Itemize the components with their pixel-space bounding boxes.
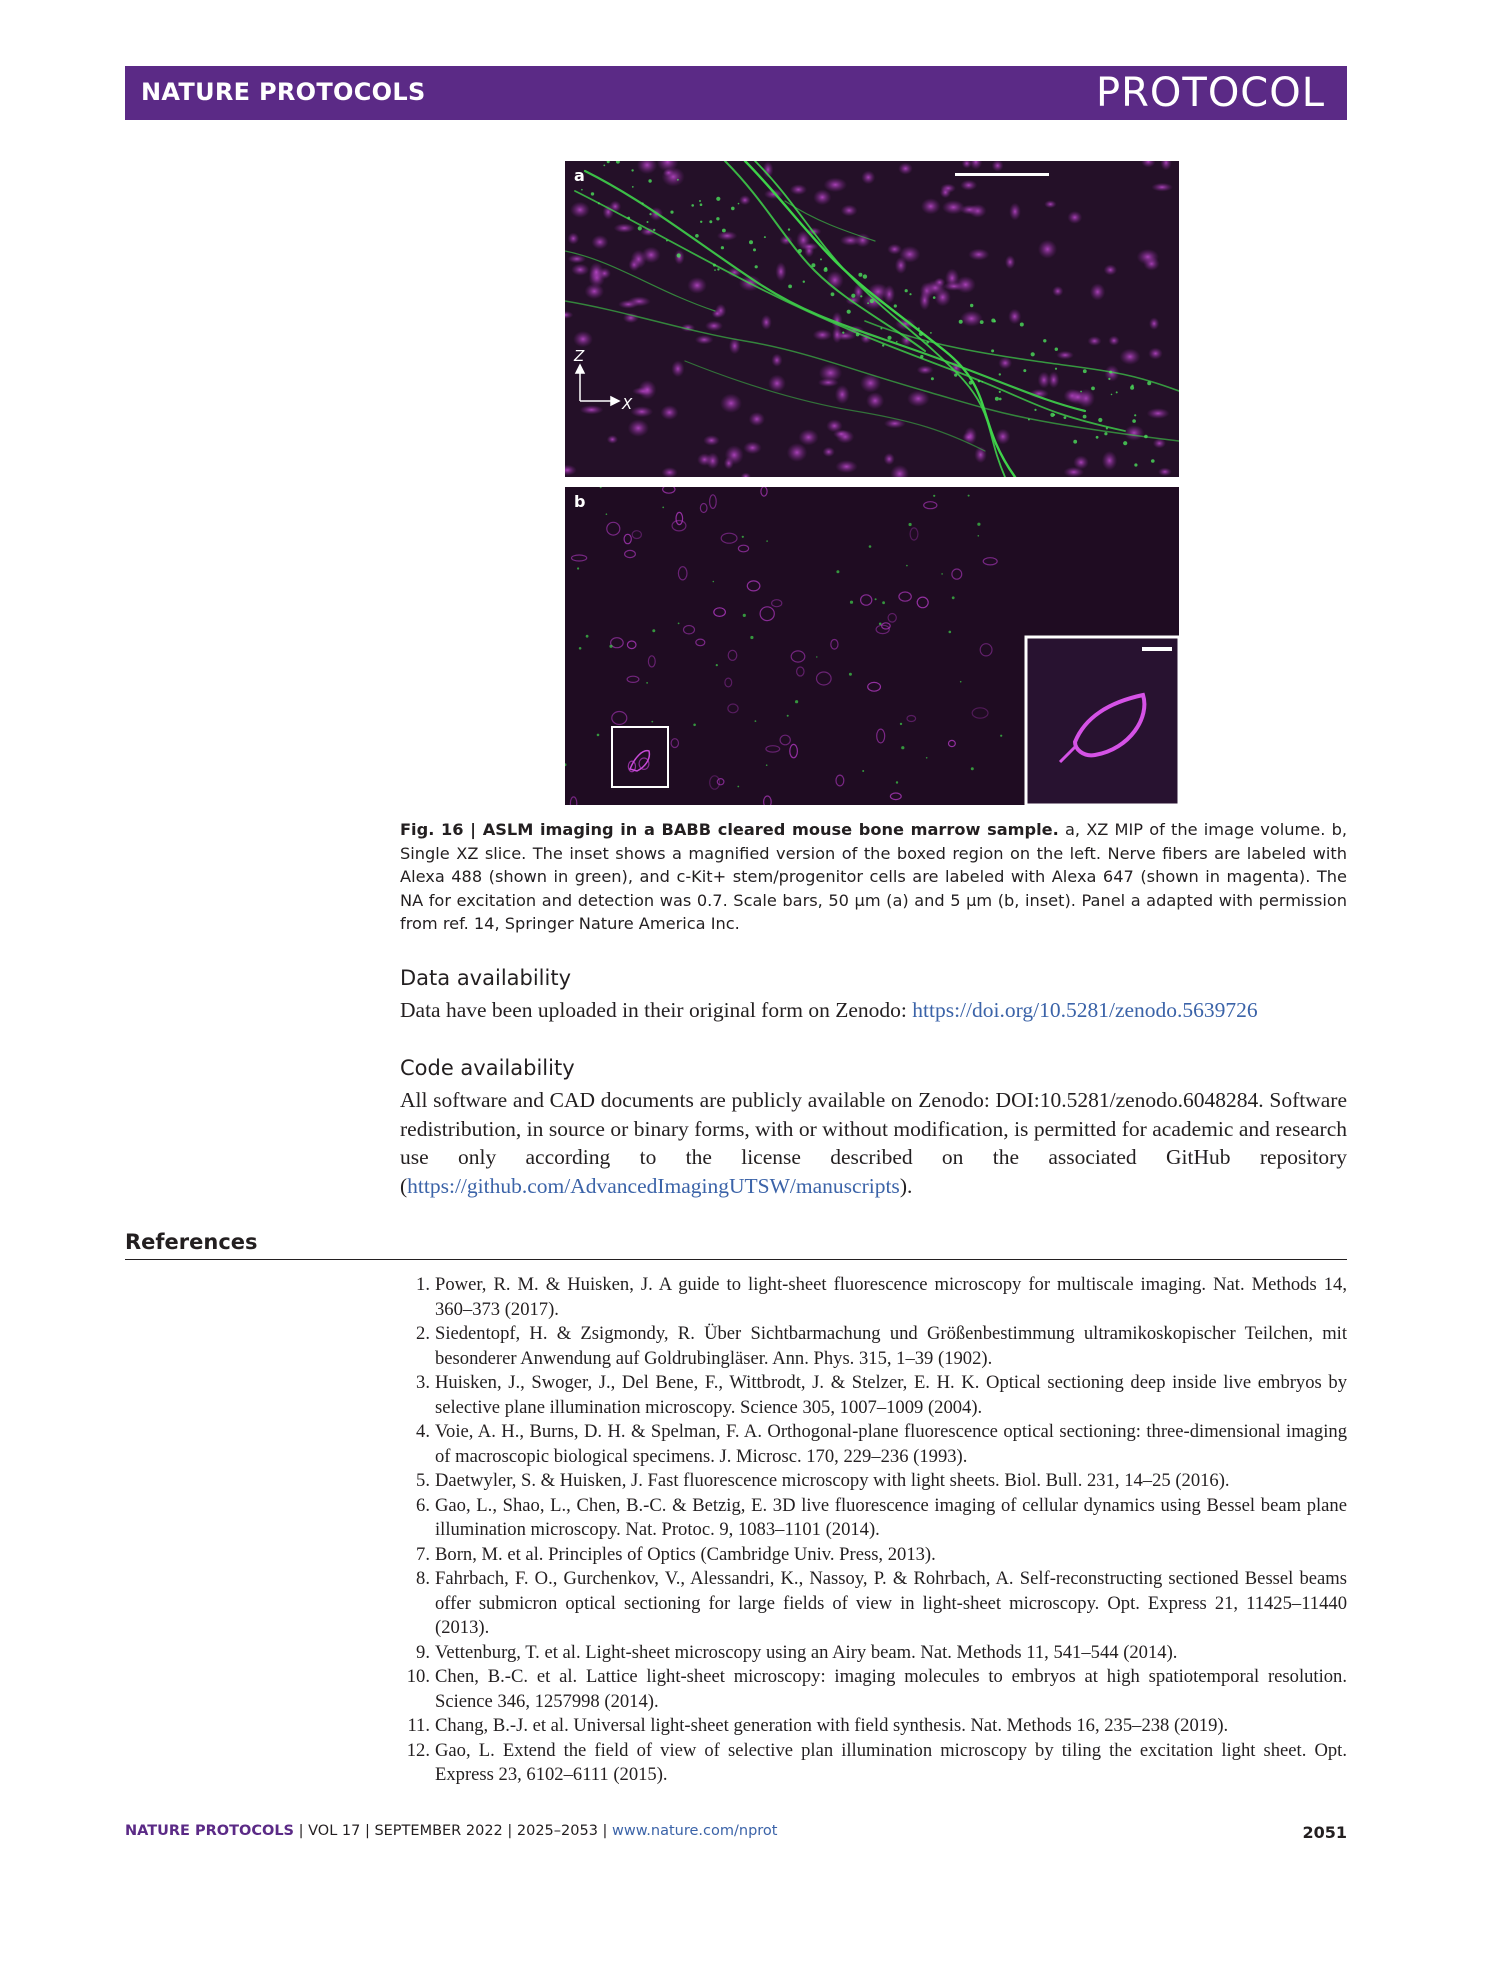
article-type: PROTOCOL bbox=[1095, 70, 1325, 116]
reference-item bbox=[400, 1739, 1347, 1788]
reference-number: 6. bbox=[416, 1494, 430, 1516]
panel-a-label: a bbox=[574, 166, 585, 185]
panel-b-micrograph bbox=[565, 487, 1179, 805]
reference-number: 12. bbox=[406, 1739, 430, 1761]
figure-caption bbox=[400, 818, 1347, 936]
reference-text: Voie, A. H., Burns, D. H. & Spelman, F. A. Orthogonal-plane fluorescence optical sectioning: three-dimensional imaging of macroscopic biological specimens. J. Microsc. 170, 229–236 (1993). bbox=[435, 1421, 1347, 1467]
reference-number: 7. bbox=[416, 1543, 430, 1565]
footer-details: | VOL 17 | SEPTEMBER 2022 | 2025–2053 | bbox=[294, 1823, 613, 1839]
reference-number: 11. bbox=[407, 1715, 430, 1736]
reference-number: 5. bbox=[416, 1470, 430, 1491]
reference-item bbox=[400, 1714, 1347, 1739]
reference-text: Power, R. M. & Huisken, J. A guide to light-sheet fluorescence microscopy for multiscale imaging. Nat. Methods 14, 360–373 (2017). bbox=[435, 1274, 1347, 1320]
github-link[interactable]: https://github.com/AdvancedImagingUTSW/manuscripts bbox=[407, 1173, 900, 1198]
journal-title: NATURE PROTOCOLS bbox=[141, 78, 426, 106]
reference-text: Daetwyler, S. & Huisken, J. Fast fluorescence microscopy with light sheets. Biol. Bull. 231, 14–25 (2016). bbox=[435, 1470, 1230, 1491]
zenodo-data-link[interactable]: https://doi.org/10.5281/zenodo.5639726 bbox=[912, 998, 1258, 1022]
reference-item bbox=[400, 1543, 1347, 1568]
reference-text: Gao, L., Shao, L., Chen, B.-C. & Betzig, E. 3D live fluorescence imaging of cellular dynamics using Bessel beam plane illumination microscopy. Nat. Protoc. 9, 1083–1101 (2014). bbox=[435, 1494, 1347, 1540]
reference-item bbox=[400, 1567, 1347, 1641]
reference-item bbox=[400, 1322, 1347, 1371]
code-availability-body: All software and CAD documents are publicly available on Zenodo: DOI:10.5281/zenodo.6048284. Software redistribution, in source or binary forms, with or without modification, is permitted for academic and research use only according to the license described on the associated GitHub repository ( bbox=[400, 1088, 1347, 1198]
reference-text: Chang, B.-J. et al. Universal light-sheet generation with field synthesis. Nat. Methods 16, 235–238 (2019). bbox=[435, 1715, 1229, 1736]
journal-header-bar bbox=[125, 66, 1347, 120]
reference-number: 10. bbox=[406, 1666, 430, 1687]
code-availability-tail: ). bbox=[899, 1173, 913, 1198]
caption-text: a, XZ MIP of the image volume. b, Single XZ slice. The inset shows a magnified version of the boxed region on the left. Nerve fibers are labeled with Alexa 488 (shown in green), and c-Kit+ stem/progenitor cells are labeled with Alexa 647 (shown in magenta). The NA for excitation and detection was 0.7. Scale bars, 50 µm (a) and 5 µm (b, inset). Panel a adapted with permission from ref. 14, Springer Nature America Inc. bbox=[400, 820, 1347, 933]
code-availability-text bbox=[400, 1086, 1347, 1200]
reference-number: 4. bbox=[416, 1421, 430, 1442]
axis-z-label: Z bbox=[574, 347, 585, 365]
reference-number: 2. bbox=[416, 1323, 430, 1344]
code-availability-heading: Code availability bbox=[400, 1056, 575, 1080]
reference-list bbox=[400, 1273, 1347, 1788]
footer-journal: NATURE PROTOCOLS bbox=[125, 1823, 295, 1839]
data-availability-body: Data have been uploaded in their original form on Zenodo: bbox=[400, 998, 913, 1022]
figure-panel-a bbox=[565, 161, 1179, 477]
reference-item bbox=[400, 1469, 1347, 1494]
panel-a-micrograph bbox=[565, 161, 1179, 477]
reference-number: 3. bbox=[416, 1372, 430, 1393]
reference-number: 1. bbox=[416, 1274, 430, 1295]
reference-text: Fahrbach, F. O., Gurchenkov, V., Alessandri, K., Nassoy, P. & Rohrbach, A. Self-reconstructing sectioned Bessel beams offer submicron optical sectioning for large fields of view in light-sheet microscopy. Opt. Express 21, 11425–11440 (2013). bbox=[435, 1568, 1347, 1638]
reference-text: Gao, L. Extend the field of view of selective plan illumination microscopy by tiling the excitation light sheet. Opt. Express 23, 6102–6111 (2015). bbox=[435, 1739, 1347, 1785]
reference-text: Chen, B.-C. et al. Lattice light-sheet microscopy: imaging molecules to embryos at high spatiotemporal resolution. Science 346, 1257998 (2014). bbox=[435, 1666, 1347, 1712]
scale-bar-a bbox=[955, 173, 1049, 176]
figure-panel-b bbox=[565, 487, 1179, 805]
reference-item bbox=[400, 1273, 1347, 1322]
reference-number: 9. bbox=[416, 1641, 430, 1663]
reference-text: Huisken, J., Swoger, J., Del Bene, F., Wittbrodt, J. & Stelzer, E. H. K. Optical sectioning deep inside live embryos by selective plane illumination microscopy. Science 305, 1007–1009 (2004). bbox=[435, 1372, 1347, 1418]
figure-16 bbox=[565, 161, 1179, 805]
footer-url[interactable]: www.nature.com/nprot bbox=[612, 1823, 778, 1839]
reference-item bbox=[400, 1494, 1347, 1543]
reference-item bbox=[400, 1420, 1347, 1469]
reference-item bbox=[400, 1641, 1347, 1666]
inset-panel bbox=[1026, 637, 1179, 805]
reference-text: Vettenburg, T. et al. Light-sheet microscopy using an Airy beam. Nat. Methods 11, 541–544 (2014). bbox=[435, 1641, 1178, 1663]
page-footer bbox=[125, 1823, 1347, 1842]
references-divider bbox=[125, 1259, 1347, 1260]
references-heading: References bbox=[125, 1230, 258, 1254]
scale-bar-inset bbox=[1142, 647, 1172, 651]
reference-item bbox=[400, 1371, 1347, 1420]
page-number: 2051 bbox=[1302, 1823, 1347, 1842]
reference-number: 8. bbox=[416, 1568, 430, 1589]
caption-lead: Fig. 16 | ASLM imaging in a BABB cleared mouse bone marrow sample. bbox=[400, 820, 1059, 839]
data-availability-text bbox=[400, 996, 1347, 1025]
reference-text: Siedentopf, H. & Zsigmondy, R. Über Sichtbarmachung und Größenbestimmung ultramikoskopischer Teilchen, mit besonderer Anwendung auf Goldrubingläser. Ann. Phys. 315, 1–39 (1902). bbox=[435, 1323, 1347, 1369]
data-availability-heading: Data availability bbox=[400, 966, 572, 990]
panel-b-label: b bbox=[574, 492, 586, 511]
reference-item bbox=[400, 1665, 1347, 1714]
axis-x-label: X bbox=[622, 395, 633, 413]
reference-text: Born, M. et al. Principles of Optics (Cambridge Univ. Press, 2013). bbox=[435, 1543, 936, 1565]
